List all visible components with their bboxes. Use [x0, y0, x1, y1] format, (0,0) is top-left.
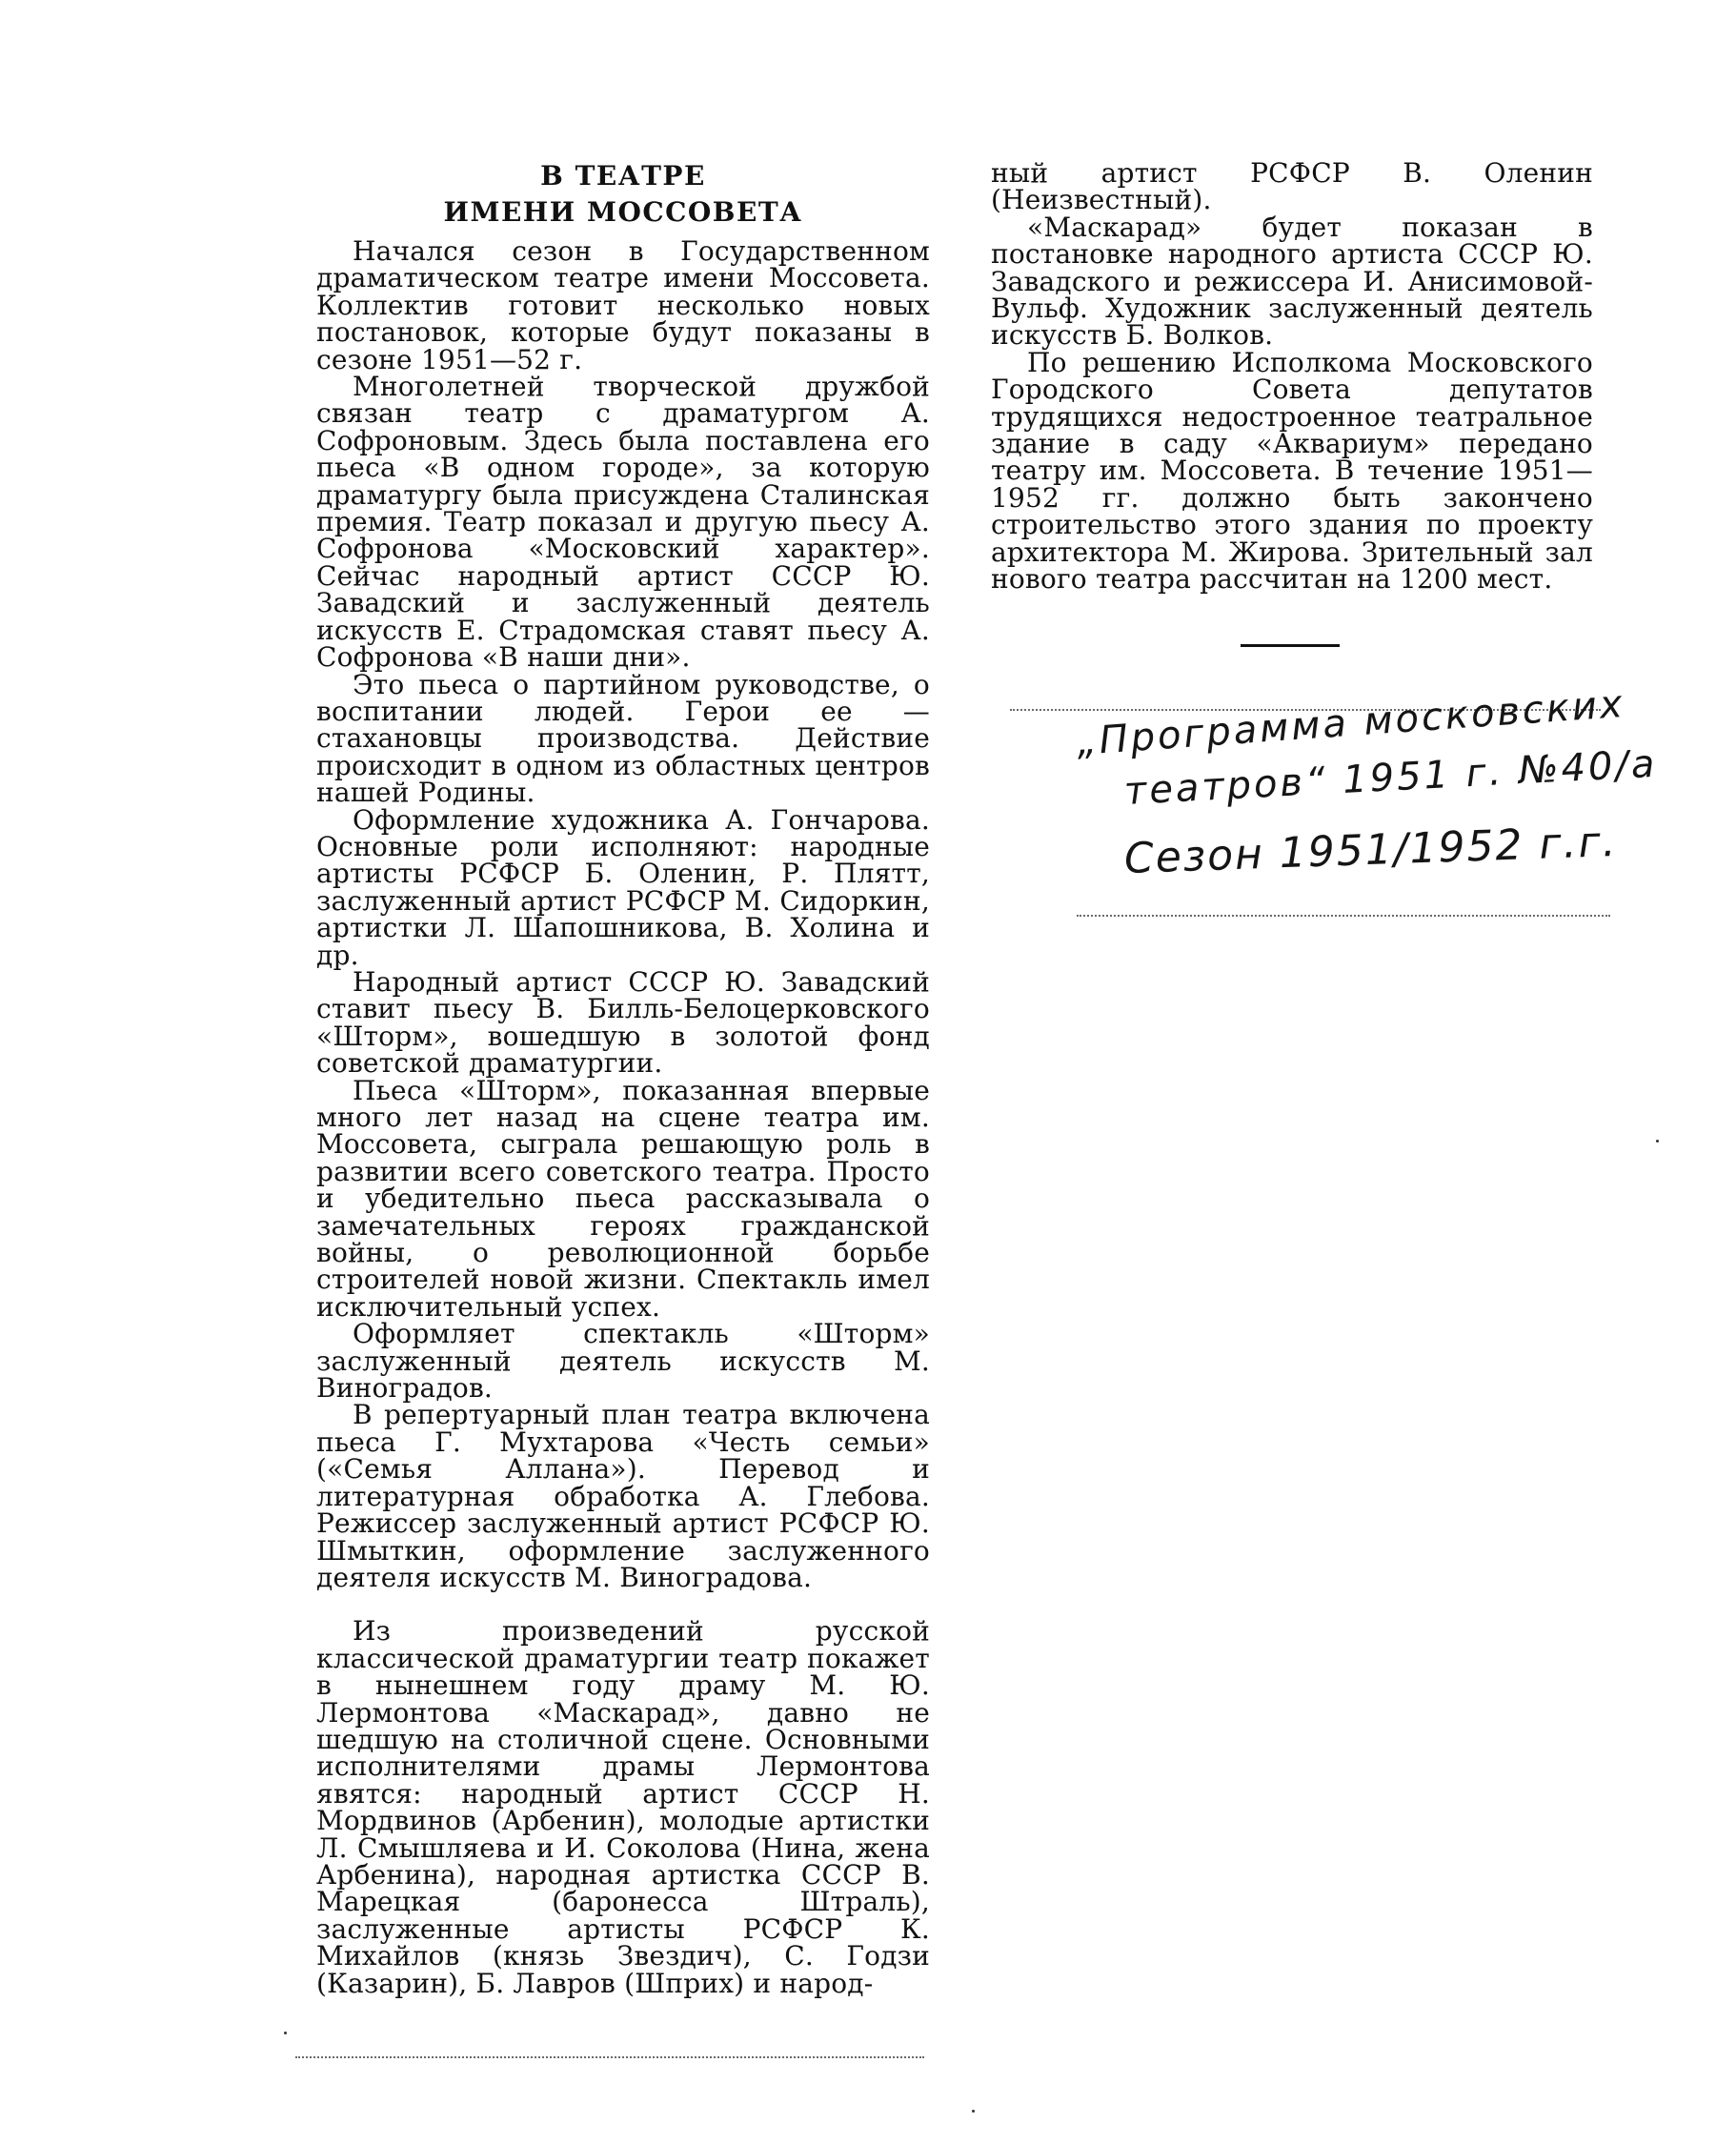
- article-paragraph: Оформляет спектакль «Шторм» заслуженный деятель искусств М. Виноградов.: [316, 1318, 930, 1405]
- handwritten-source-line-2: театров“ 1951 г. №40/а: [1122, 741, 1659, 814]
- article-paragraph: Многолетней творческой дружбой связан театр с драматургом А. Софроновым. Здесь была поставлена его пьеса «В одном городе», за которую драматургу была присуждена Сталинская премия. Театр показал и другую пьесу А. Софронова «Московский характер». Сейчас народный артист СССР Ю. Завадский и заслуженный деятель искусств Е. Страдомская ставят пьесу А. Софронова «В наши дни».: [316, 371, 930, 674]
- article-paragraph: «Маскарад» будет показан в постановке народного артиста СССР Ю. Завадского и режиссера И. Анисимовой-Вульф. Художник заслуженный деятель искусств Б. Волков.: [991, 211, 1593, 352]
- article-paragraph: По решению Исполкома Московского Городского Совета депутатов трудящихся недостроенное театральное здание в саду «Аквариум» передано театру им. Моссовета. В течение 1951—1952 гг. должно быть закончено строительство этого здания по проекту архитектора М. Жирова. Зрительный зал нового театра рассчитан на 1200 мест.: [991, 346, 1593, 596]
- handwritten-season-line: Сезон 1951/1952 г.г.: [1123, 817, 1619, 883]
- clipping-edge-page-bottom: [295, 2056, 924, 2058]
- article-title-line-1: В ТЕАТРЕ: [540, 160, 706, 192]
- article-paragraph: Это пьеса о партийном руководстве, о воспитании людей. Герои ее — стахановцы производства. Действие происходит в одном из областных центров нашей Родины.: [316, 668, 930, 809]
- clipping-edge-bottom: [1077, 915, 1610, 917]
- article-paragraph-continued: ный артист РСФСР В. Оленин (Неизвестный).: [991, 157, 1593, 216]
- scan-speck: [284, 2032, 287, 2034]
- article-paragraph: В репертуарный план театра включена пьеса Г. Мухтарова «Честь семьи» («Семья Аллана»). Перевод и литературная обработка А. Глебова. Режиссер заслуженный артист РСФСР Ю. Шмыткин, оформление заслуженного деятеля искусств М. Виноградова.: [316, 1399, 930, 1593]
- article-left-column: [316, 235, 930, 1999]
- article-right-column: [991, 157, 1593, 596]
- article-title: [316, 158, 930, 231]
- scan-speck: [972, 2110, 975, 2113]
- article-paragraph: Начался сезон в Государственном драматическом театре имени Моссовета. Коллектив готовит несколько новых постановок, которые будут показаны в сезоне 1951—52 г.: [316, 235, 930, 375]
- article-paragraph: Пьеса «Шторм», показанная впервые много лет назад на сцене театра им. Моссовета, сыграла решающую роль в развитии всего советского театра. Просто и убедительно пьеса рассказывала о замечательных героях гражданской войны, о революционной борьбе строителей новой жизни. Спектакль имел исключительный успех.: [316, 1074, 930, 1323]
- article-title-line-2: ИМЕНИ МОССОВЕТА: [443, 196, 803, 228]
- article-paragraph: Из произведений русской классической драматургии театр покажет в нынешнем году драму М. Ю. Лермонтова «Маскарад», давно не шедшую на столичной сцене. Основными исполнителями драмы Лермонтова явятся: народный артист СССР Н. Мордвинов (Арбенин), молодые артистки Л. Смышляева и И. Соколова (Нина, жена Арбенина), народная артистка СССР В. Марецкая (баронесса Штраль), заслуженные артисты РСФСР К. Михайлов (князь Звездич), С. Годзи (Казарин), Б. Лавров (Шприх) и народ-: [316, 1615, 930, 1999]
- article-paragraph: Народный артист СССР Ю. Завадский ставит пьесу В. Билль-Белоцерковского «Шторм», вошедшую в золотой фонд советской драматургии.: [316, 965, 930, 1080]
- handwritten-source-line-1: „Программа московских: [1075, 681, 1627, 764]
- article-paragraph: Оформление художника А. Гончарова. Основные роли исполняют: народные артисты РСФСР Б. Оленин, Р. Плятт, заслуженный артист РСФСР М. Сидоркин, артистки Л. Шапошникова, В. Холина и др.: [316, 803, 930, 971]
- end-of-article-rule: [1241, 644, 1340, 647]
- scan-speck: [1656, 1140, 1659, 1143]
